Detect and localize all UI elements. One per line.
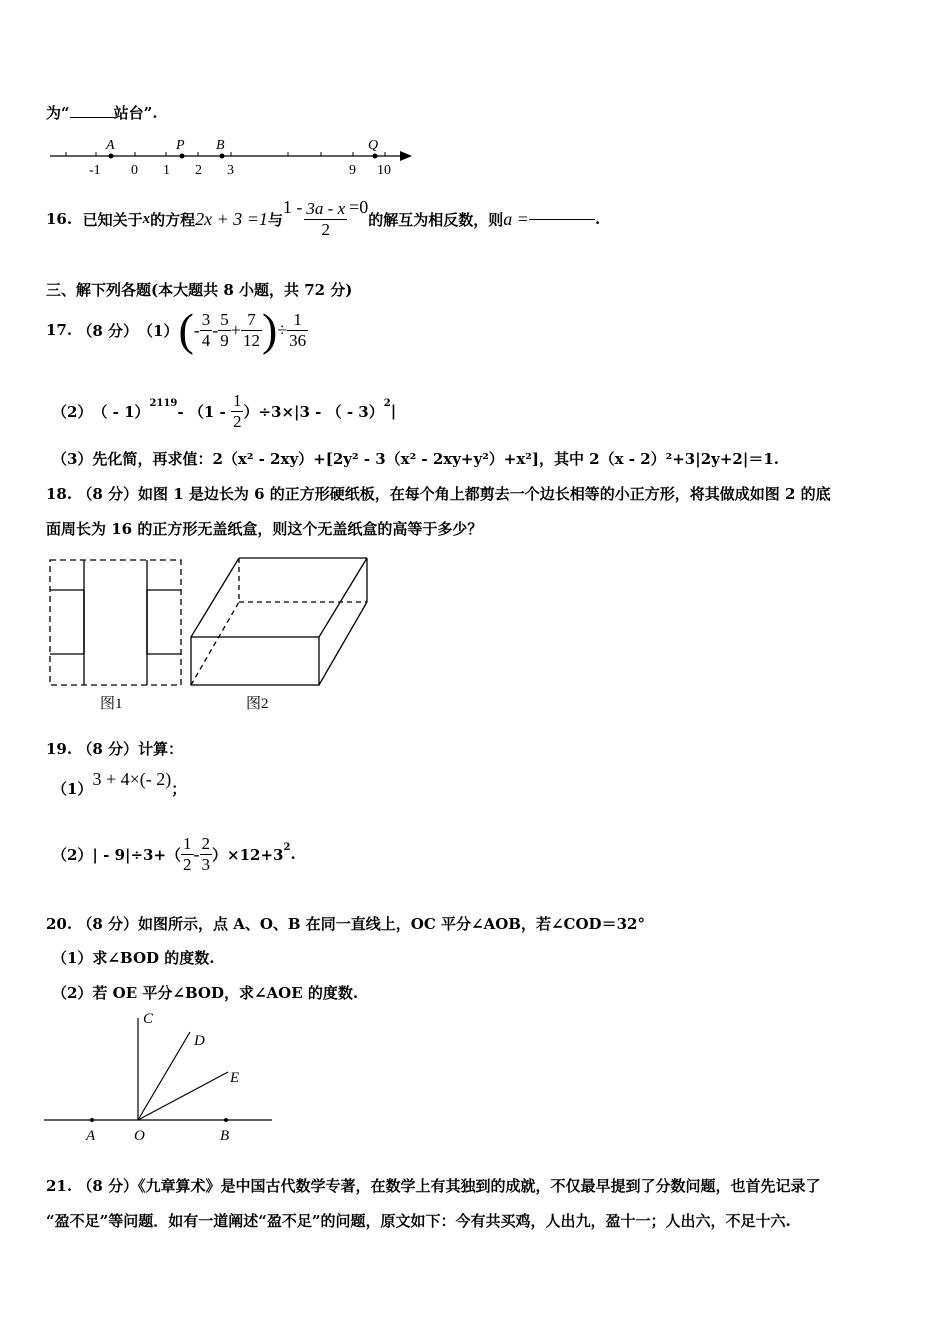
question-18-line2: 面周长为 16 的正方形无盖纸盒，则这个无盖纸盒的高等于多少？ (46, 520, 483, 538)
q17-frac4-den: 36 (289, 330, 307, 350)
q18-figures (44, 550, 374, 720)
q15-post: 站台”. (113, 104, 158, 122)
q19-frac1 (181, 834, 194, 875)
label-e: E (230, 1070, 240, 1086)
q19-p1-label: （1） (52, 779, 93, 798)
label-o: O (134, 1128, 145, 1144)
figure-2-box (191, 558, 367, 685)
q17-frac2-num: 5 (220, 309, 229, 329)
q16-var-x: x (142, 210, 151, 227)
q17-frac3-den: 12 (242, 330, 260, 350)
figure-1-caption: 图1 (100, 696, 123, 712)
figure-2-caption: 图2 (246, 696, 269, 712)
question-18-line1: 18. （8 分）如图 1 是边长为 6 的正方形硬纸板，在每个角上都剪去一个边长相等的小正方形，将其做成如图 2 的底 (46, 485, 831, 503)
tick-neg1: -1 (89, 163, 101, 178)
q19-p2-text: （2）| - 9|÷3+（ (52, 845, 182, 864)
q17-p2-label: （2） (52, 402, 93, 421)
q16-end: . (594, 210, 601, 228)
tick-10: 10 (377, 163, 391, 178)
tick-0: 0 (131, 163, 138, 178)
label-q: Q (368, 138, 379, 153)
question-21-line2: “盈不足”等问题．如有一道阐述“盈不足”的问题，原文如下：今有共买鸡，人出九，盈十一；人出六，不足十六. (46, 1212, 791, 1230)
q17-p2-frac-den: 2 (232, 411, 242, 431)
q16-equation1: 2x + 3 =1 (195, 208, 268, 229)
q17-p2-c: ）÷3×|3 - （ - 3） (243, 402, 384, 421)
q19-p1-expression: 3 + 4×(- 2) (92, 768, 172, 789)
q19-p1-end: ； (171, 779, 187, 798)
tick-3: 3 (227, 163, 234, 178)
point-b (220, 154, 225, 159)
q17-number: 17. (46, 321, 73, 339)
q19-p2-exponent: 2 (283, 841, 291, 853)
right-paren: ) (261, 304, 278, 355)
point-q (373, 154, 378, 159)
question-17-part3: （3）先化简，再求值：2（x² - 2xy）+[2y² - 3（x² - 2xy+y²）+x²]，其中 2（x - 2）²+3|2y+2|＝1. (52, 450, 779, 468)
q19-p2-end: ）×12+3 (212, 845, 284, 864)
q17-p2-frac (231, 391, 244, 432)
q19-frac2-num: 2 (201, 833, 211, 853)
q19-frac2-den: 3 (201, 854, 211, 874)
question-17-part2 (52, 388, 396, 434)
label-c: C (143, 1011, 154, 1027)
q19-frac2 (200, 834, 213, 875)
tick-2: 2 (195, 163, 202, 178)
point-a (109, 154, 114, 159)
q16-a-eq: a = (503, 208, 529, 229)
q16-frac-num: 3a - x (306, 198, 346, 218)
q17-frac2-den: 9 (220, 330, 229, 350)
q17-frac1-den: 4 (201, 330, 211, 350)
point-a-dot (90, 1118, 94, 1122)
tick-1: 1 (163, 163, 170, 178)
q16-text4: 的解互为相反数，则 (368, 210, 504, 229)
q16-eq2-lead: 1 - (282, 196, 303, 217)
label-p: P (176, 138, 185, 153)
question-21-line1: 21. （8 分）《九章算术》是中国古代数学专著，在数学上有其独到的成就，不仅最早提到了分数问题，也首先记录了 (46, 1177, 821, 1195)
label-a: A (86, 1128, 96, 1144)
q17-p2-d: | (390, 402, 397, 420)
q17-frac3-num: 7 (241, 310, 262, 331)
point-p (180, 154, 185, 159)
q17-p2-exponent: 2119 (149, 397, 178, 409)
question-19-title: 19. （8 分）计算： (46, 740, 183, 758)
q17-frac4 (287, 310, 308, 351)
tick-9: 9 (349, 163, 356, 178)
question-20-line1: 20. （8 分）如图所示，点 A、O、B 在同一直线上，OC 平分∠AOB，若∠COD＝32° (46, 915, 645, 933)
q15-pre: 为“ (46, 104, 70, 122)
q17-frac4-num: 1 (287, 310, 308, 331)
number-line (40, 132, 420, 182)
question-16 (46, 194, 600, 244)
q16-fraction (304, 199, 347, 240)
point-b-dot (224, 1118, 228, 1122)
q17-frac1 (200, 310, 213, 351)
q17-p2-exponent2: 2 (383, 397, 391, 409)
answer-blank (70, 117, 114, 118)
q17-frac3 (241, 310, 262, 351)
label-b: B (220, 1128, 230, 1144)
section-heading: 三、解下列各题(本大题共 8 小题，共 72 分) (46, 281, 353, 299)
label-d: D (194, 1033, 205, 1049)
q19-frac1-den: 2 (183, 854, 192, 874)
left-paren: ( (178, 304, 194, 355)
q16-text3: 与 (267, 210, 283, 229)
figure-1-cardboard (50, 560, 181, 685)
q17-score: （8 分） (77, 321, 139, 340)
q17-p2-b: - （1 - (177, 402, 226, 421)
q19-frac1-num: 1 (183, 833, 192, 853)
question-20-part2: （2）若 OE 平分∠BOD，求∠AOE 的度数. (52, 984, 359, 1002)
q16-number: 16. (46, 210, 73, 228)
question-19-part2: （2）| - 9|÷3+（ $\frac{1}{2}$ - $\frac{2}{3}$ ）×12+3 $^2$ . (52, 833, 296, 874)
angle-figure (42, 1008, 282, 1148)
q16-frac-den: 2 (321, 219, 331, 239)
q17-frac1-num: 3 (201, 309, 211, 329)
q17-p2-frac-num: 1 (232, 390, 242, 410)
question-17-part1: 17. （8 分） （1） ( - $\frac{3}{4}$ - $\frac{5}{9}$ + $\frac{7}{12}$ ) ÷ $\frac{1}{36}$ (46, 304, 307, 355)
q17-frac2 (218, 310, 231, 351)
q16-answer-blank (529, 219, 595, 220)
q16-text2: 的方程 (150, 210, 196, 229)
q16-eq2-tail: =0 (349, 196, 369, 217)
label-a: A (106, 138, 115, 153)
q17-p2-a: （ - 1） (92, 402, 150, 421)
label-b: B (216, 138, 225, 153)
q19-p2-dot: . (290, 845, 296, 863)
q15-tail (46, 102, 158, 123)
question-19-part1 (52, 768, 186, 808)
q16-text1: 已知关于 (82, 210, 143, 229)
question-20-part1: （1）求∠BOD 的度数. (52, 949, 215, 967)
q17-p1-label: （1） (138, 321, 179, 340)
